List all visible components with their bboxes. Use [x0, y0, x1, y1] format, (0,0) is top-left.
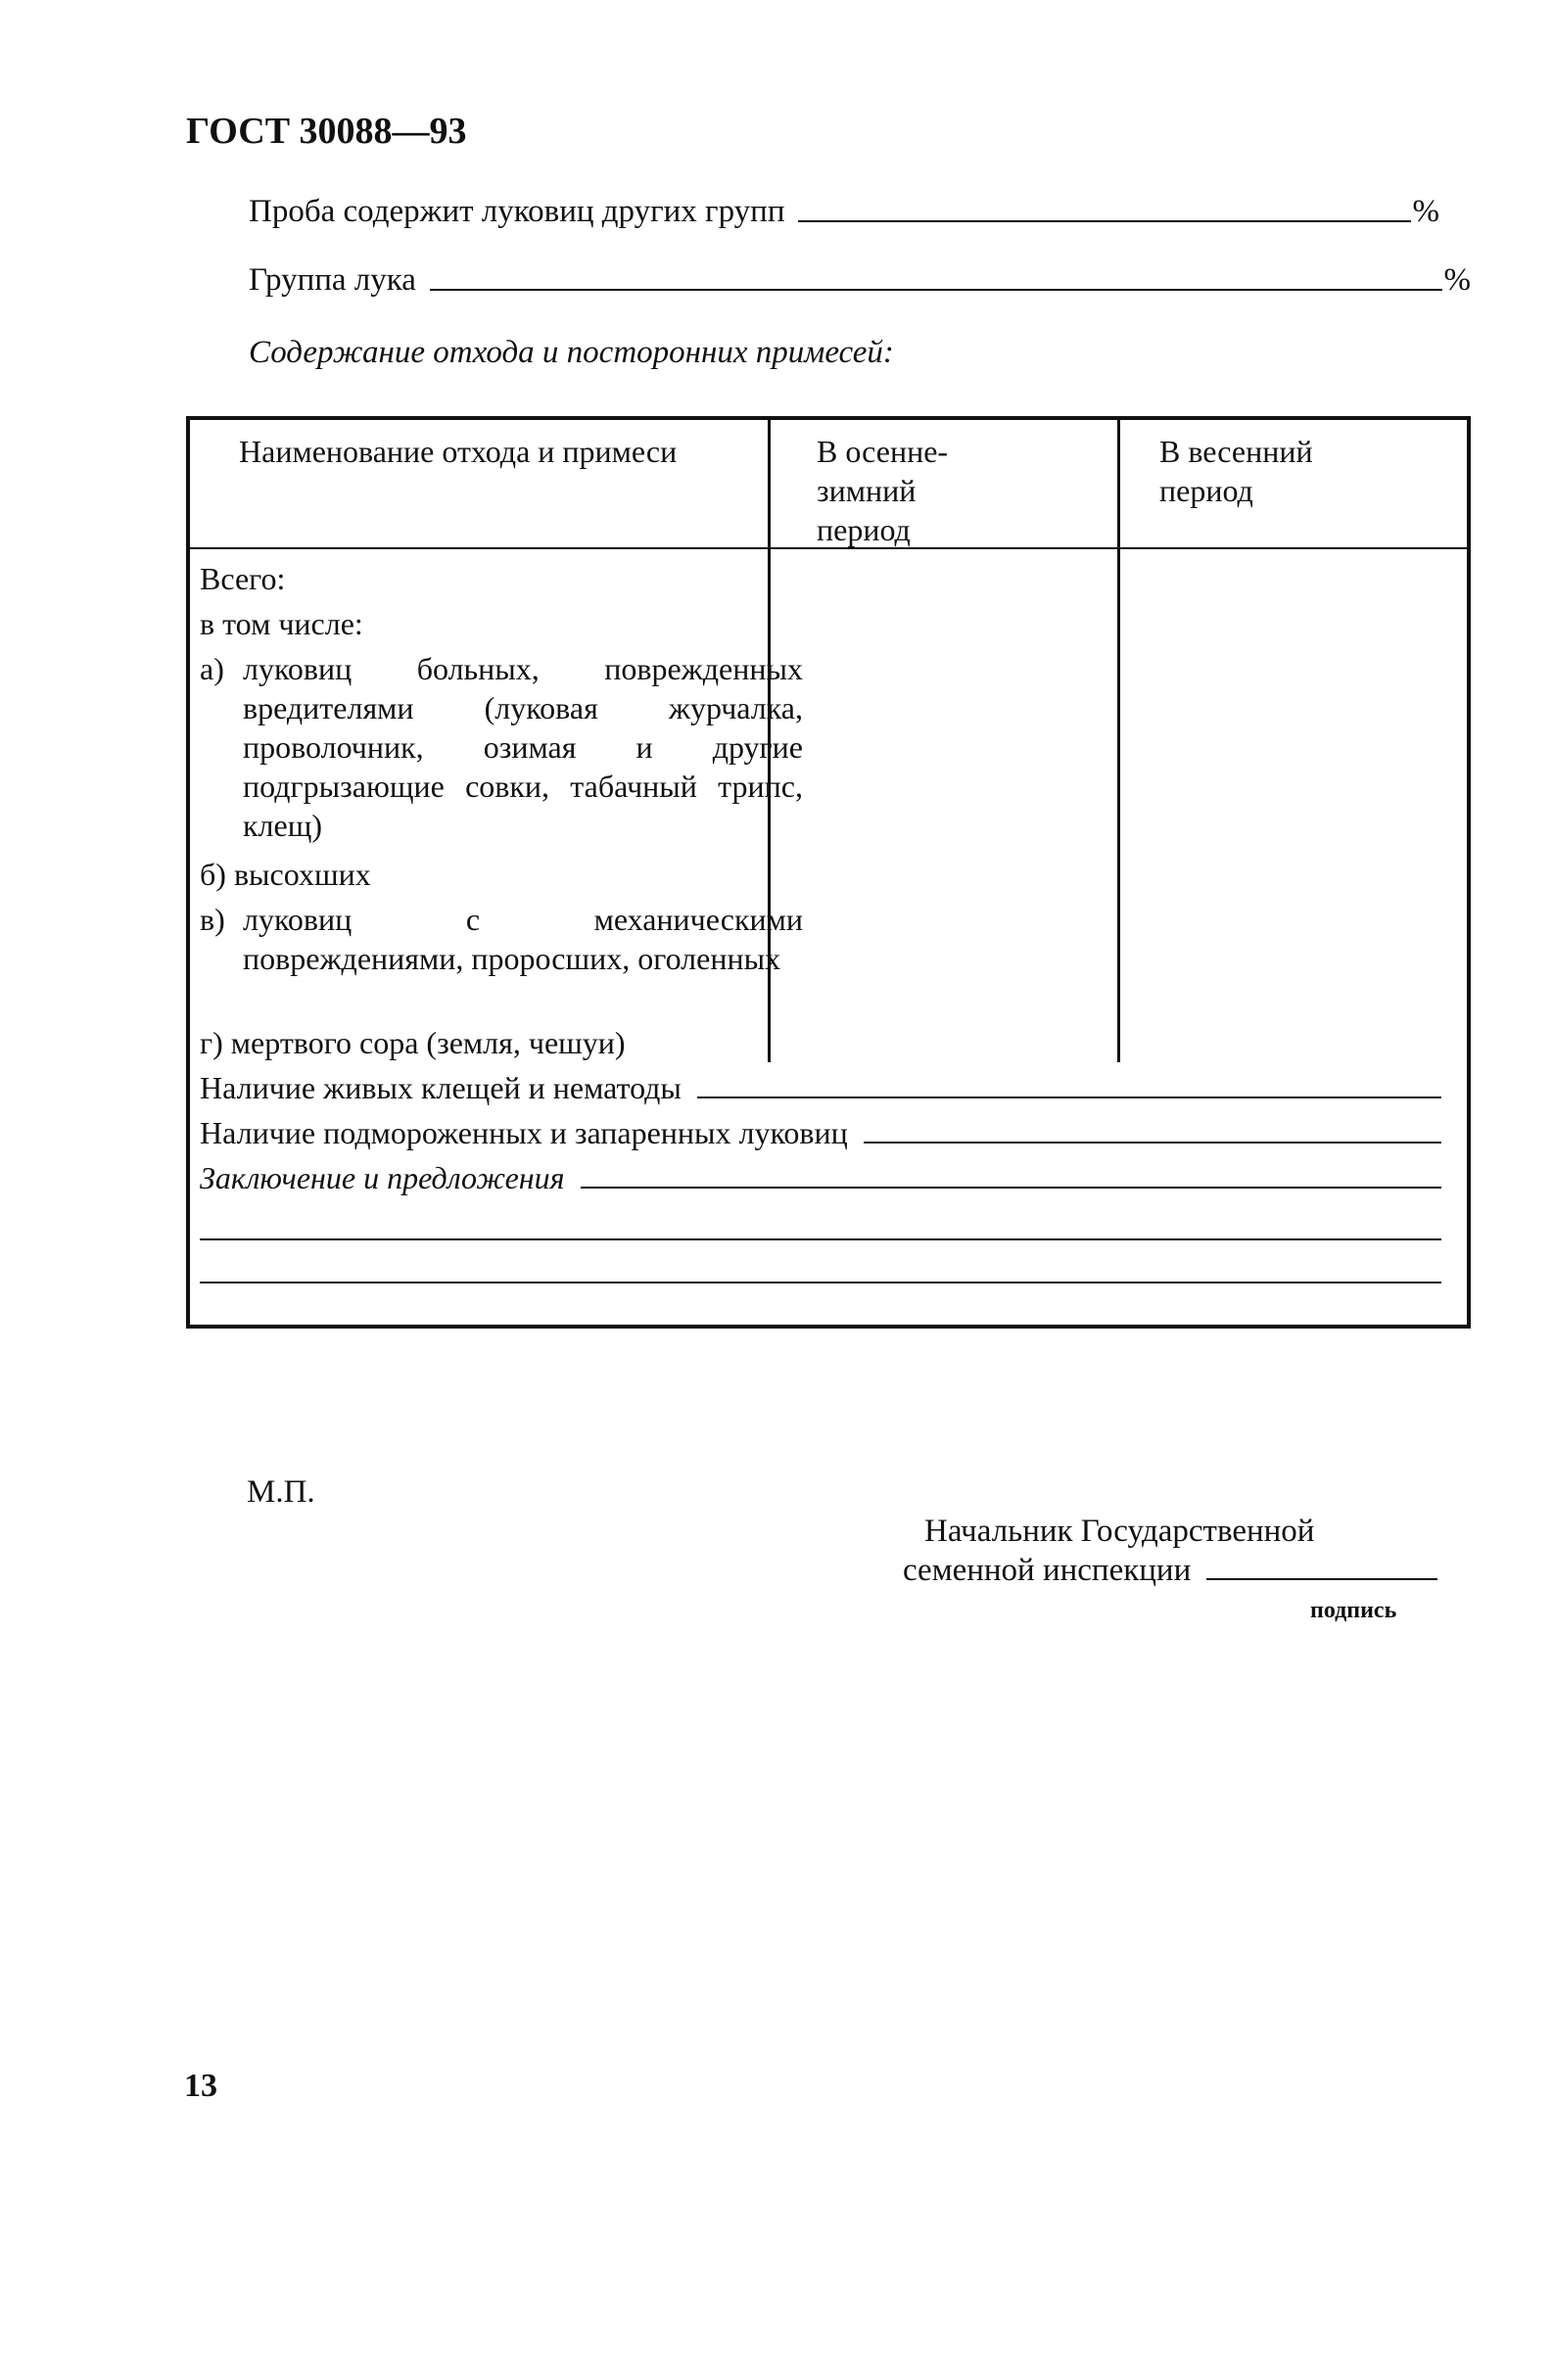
item-v-text: луковиц с механическими повреждениями, проросших, оголенных: [243, 902, 803, 976]
row-total: Всего:: [200, 561, 286, 596]
header-autumn-line2: зимний: [817, 473, 917, 508]
header-autumn-line3: период: [817, 512, 911, 547]
onion-group-blank[interactable]: [430, 288, 1442, 291]
header-autumn-column: [817, 432, 1110, 549]
mites-field: [200, 1070, 1441, 1106]
signer-title-line1: Начальник Государственной: [924, 1514, 1315, 1549]
impurities-table: [186, 416, 1471, 1329]
onion-group-unit: %: [1443, 262, 1471, 298]
other-groups-unit: %: [1412, 194, 1439, 229]
other-groups-label: Проба содержит луковиц других групп: [249, 194, 785, 229]
other-groups-field: [249, 194, 1439, 230]
frozen-bulbs-field: [200, 1115, 1441, 1151]
signer-title-line2-text: семенной инспекции: [903, 1553, 1192, 1588]
conclusion-label: Заключение и предложения: [200, 1160, 565, 1195]
column-divider-2: [1117, 420, 1120, 1062]
mites-blank[interactable]: [697, 1096, 1441, 1098]
other-groups-blank[interactable]: [798, 219, 1410, 222]
frozen-bulbs-label: Наличие подмороженных и запаренных луковиц: [200, 1115, 848, 1150]
page-number: 13: [184, 2068, 217, 2104]
signature-caption: подпись: [1310, 1598, 1397, 1623]
mites-label: Наличие живых клещей и нематоды: [200, 1070, 682, 1105]
header-name-column: Наименование отхода и примеси: [239, 434, 678, 469]
item-a-marker: а): [200, 651, 224, 686]
frozen-bulbs-blank[interactable]: [864, 1141, 1441, 1143]
signer-title-line2: [903, 1553, 1437, 1589]
impurities-heading: Содержание отхода и посторонних примесей:: [249, 335, 894, 370]
header-spring-line1: В весенний: [1159, 434, 1313, 469]
row-including: в том числе:: [200, 606, 363, 641]
header-spring-line2: период: [1159, 473, 1253, 508]
onion-group-label: Группа лука: [249, 262, 416, 298]
conclusion-blank[interactable]: [581, 1186, 1441, 1189]
header-autumn-line1: В осенне-: [817, 434, 949, 469]
item-a-text: луковиц больных, поврежденных вредителями (луковая журчалка, проволочник, озимая и другие подгрызающие совки, табачный трипс, клещ): [243, 651, 803, 843]
seal-placeholder: М.П.: [247, 1474, 315, 1510]
conclusion-extra-line-2[interactable]: [200, 1282, 1441, 1283]
row-item-g: г) мертвого сора (земля, чешуи): [200, 1025, 626, 1060]
row-item-a: [200, 649, 803, 845]
row-item-b: б) высохших: [200, 857, 371, 892]
document-code: ГОСТ 30088—93: [186, 111, 467, 152]
conclusion-field: [200, 1160, 1441, 1196]
row-item-v: [200, 900, 803, 978]
onion-group-field: [249, 262, 1471, 299]
header-spring-column: [1159, 432, 1453, 510]
conclusion-extra-line-1[interactable]: [200, 1238, 1441, 1240]
signature-blank[interactable]: [1206, 1577, 1437, 1580]
item-v-marker: в): [200, 902, 225, 937]
